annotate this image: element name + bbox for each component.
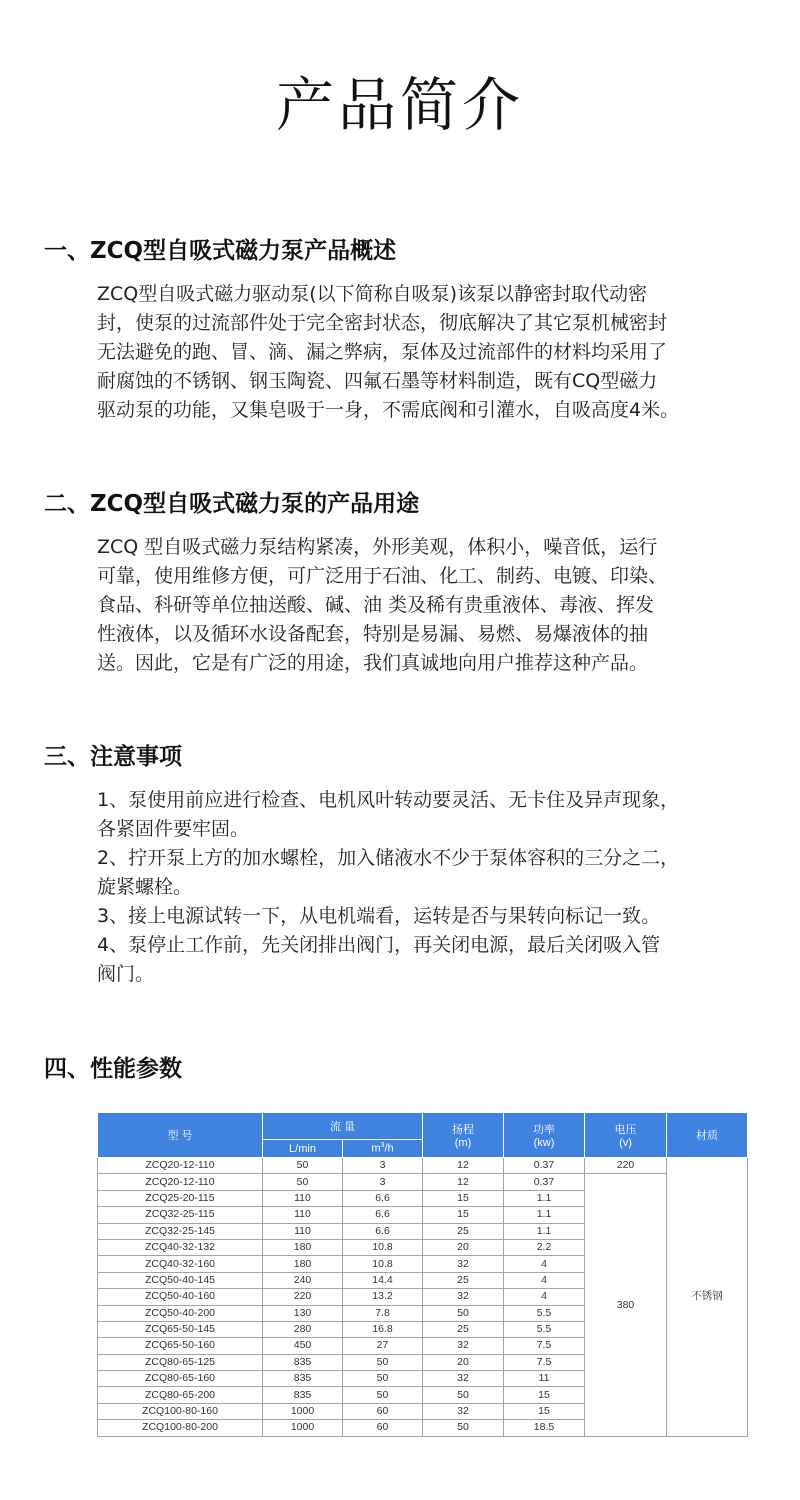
- cell-flow-m3h: 50: [343, 1371, 423, 1387]
- cell-head: 32: [423, 1256, 504, 1272]
- cell-flow-lmin: 220: [263, 1289, 343, 1305]
- cell-flow-m3h: 50: [343, 1354, 423, 1370]
- cell-flow-m3h: 3: [343, 1158, 423, 1174]
- paragraph-line: 3、接上电源试转一下，从电机端看，运转是否与果转向标记一致。: [97, 905, 661, 927]
- cell-power: 0.37: [504, 1174, 585, 1190]
- header-flow-lmin: L/min: [263, 1140, 343, 1158]
- cell-flow-lmin: 240: [263, 1272, 343, 1288]
- header-material: 材质: [667, 1113, 748, 1158]
- paragraph-line: 4、泵停止工作前，先关闭排出阀门，再关闭电源，最后关闭吸入管: [97, 934, 661, 956]
- cell-flow-m3h: 10.8: [343, 1256, 423, 1272]
- cell-flow-lmin: 450: [263, 1338, 343, 1354]
- cell-model: ZCQ32-25-145: [98, 1223, 263, 1239]
- cell-flow-m3h: 6.6: [343, 1190, 423, 1206]
- cell-model: ZCQ100-80-200: [98, 1420, 263, 1436]
- section-paragraph: [97, 280, 757, 425]
- table-row: [98, 1158, 748, 1174]
- cell-flow-m3h: 14.4: [343, 1272, 423, 1288]
- cell-model: ZCQ80-65-160: [98, 1371, 263, 1387]
- cell-flow-lmin: 835: [263, 1387, 343, 1403]
- cell-head: 20: [423, 1354, 504, 1370]
- paragraph-line: 阀门。: [97, 963, 155, 985]
- cell-flow-m3h: 10.8: [343, 1239, 423, 1255]
- cell-head: 50: [423, 1387, 504, 1403]
- cell-model: ZCQ50-40-200: [98, 1305, 263, 1321]
- cell-flow-lmin: 180: [263, 1239, 343, 1255]
- header-power-label: 功率: [533, 1124, 555, 1136]
- cell-head: 12: [423, 1174, 504, 1190]
- cell-flow-m3h: 60: [343, 1420, 423, 1436]
- paragraph-line: 1、泵使用前应进行检查、电机风叶转动要灵活、无卡住及异声现象，: [97, 789, 680, 811]
- cell-head: 32: [423, 1403, 504, 1419]
- paragraph-line: 2、拧开泵上方的加水螺栓，加入储液水不少于泵体容积的三分之二，: [97, 847, 680, 869]
- header-voltage-label: 电压: [614, 1124, 637, 1136]
- cell-model: ZCQ20-12-110: [98, 1174, 263, 1190]
- cell-flow-lmin: 110: [263, 1190, 343, 1206]
- header-head-unit: (m): [454, 1137, 472, 1149]
- spec-table: [97, 1112, 748, 1437]
- cell-head: 12: [423, 1158, 504, 1174]
- cell-power: 15: [504, 1403, 585, 1419]
- cell-model: ZCQ65-50-145: [98, 1321, 263, 1337]
- cell-flow-lmin: 50: [263, 1174, 343, 1190]
- paragraph-line: 可靠，使用维修方便，可广泛用于石油、化工、制药、电镀、印染、: [97, 565, 668, 587]
- cell-power: 1.1: [504, 1207, 585, 1223]
- cell-power: 2.2: [504, 1239, 585, 1255]
- cell-flow-m3h: 3: [343, 1174, 423, 1190]
- cell-model: ZCQ100-80-160: [98, 1403, 263, 1419]
- cell-power: 7.5: [504, 1354, 585, 1370]
- cell-power: 1.1: [504, 1190, 585, 1206]
- section-paragraph: [97, 786, 757, 989]
- header-flow-m3h-base: m: [371, 1142, 381, 1155]
- paragraph-line: 性液体，以及循环水设备配套，特别是易漏、易燃、易爆液体的抽: [97, 623, 649, 645]
- cell-head: 32: [423, 1289, 504, 1305]
- header-flow-m3h-tail: /h: [384, 1142, 394, 1155]
- cell-power: 0.37: [504, 1158, 585, 1174]
- cell-head: 50: [423, 1420, 504, 1436]
- cell-power: 4: [504, 1272, 585, 1288]
- paragraph-line: 封，使泵的过流部件处于完全密封状态，彻底解决了其它泵机械密封: [97, 312, 668, 334]
- cell-flow-lmin: 130: [263, 1305, 343, 1321]
- cell-voltage: 380: [585, 1174, 667, 1436]
- header-voltage-unit: (v): [619, 1137, 632, 1149]
- paragraph-line: 各紧固件要牢固。: [97, 818, 250, 840]
- cell-power: 4: [504, 1256, 585, 1272]
- cell-power: 5.5: [504, 1305, 585, 1321]
- header-power-unit: (kw): [533, 1137, 555, 1149]
- cell-power: 18.5: [504, 1420, 585, 1436]
- cell-head: 50: [423, 1305, 504, 1321]
- header-flow-m3h: [343, 1140, 423, 1158]
- cell-head: 15: [423, 1190, 504, 1206]
- cell-flow-m3h: 50: [343, 1387, 423, 1403]
- cell-model: ZCQ40-32-132: [98, 1239, 263, 1255]
- cell-head: 25: [423, 1272, 504, 1288]
- page-title: 产品简介: [275, 71, 524, 139]
- cell-flow-lmin: 180: [263, 1256, 343, 1272]
- cell-material: 不锈钢: [667, 1158, 748, 1437]
- cell-head: 20: [423, 1239, 504, 1255]
- paragraph-line: 耐腐蚀的不锈钢、钢玉陶瓷、四氟石墨等材料制造，既有CQ型磁力: [97, 370, 658, 392]
- section-heading: 四、性能参数: [44, 1056, 182, 1082]
- paragraph-line: 旋紧螺栓。: [97, 876, 193, 898]
- cell-head: 25: [423, 1223, 504, 1239]
- paragraph-line: 送。因此，它是有广泛的用途，我们真诚地向用户推荐这种产品。: [97, 652, 649, 674]
- cell-head: 25: [423, 1321, 504, 1337]
- table-row: [98, 1174, 748, 1190]
- cell-model: ZCQ40-32-160: [98, 1256, 263, 1272]
- cell-model: ZCQ20-12-110: [98, 1158, 263, 1174]
- header-head-label: 扬程: [452, 1124, 474, 1136]
- cell-flow-m3h: 60: [343, 1403, 423, 1419]
- cell-flow-m3h: 7.8: [343, 1305, 423, 1321]
- cell-head: 15: [423, 1207, 504, 1223]
- cell-model: ZCQ80-65-125: [98, 1354, 263, 1370]
- cell-flow-lmin: 110: [263, 1207, 343, 1223]
- cell-flow-m3h: 16.8: [343, 1321, 423, 1337]
- cell-flow-lmin: 835: [263, 1371, 343, 1387]
- header-model: 型 号: [98, 1113, 263, 1158]
- spec-table-wrapper: [97, 1112, 747, 1437]
- cell-power: 4: [504, 1289, 585, 1305]
- cell-power: 5.5: [504, 1321, 585, 1337]
- section-heading: 一、ZCQ型自吸式磁力泵产品概述: [44, 238, 397, 264]
- cell-power: 11: [504, 1371, 585, 1387]
- cell-power: 7.5: [504, 1338, 585, 1354]
- spec-table-body: [98, 1158, 748, 1437]
- cell-head: 32: [423, 1338, 504, 1354]
- cell-power: 15: [504, 1387, 585, 1403]
- cell-head: 32: [423, 1371, 504, 1387]
- section-heading: 二、ZCQ型自吸式磁力泵的产品用途: [44, 491, 420, 517]
- header-head: [423, 1113, 504, 1158]
- cell-voltage: 220: [585, 1158, 667, 1174]
- cell-model: ZCQ25-20-115: [98, 1190, 263, 1206]
- header-flow-m3h-sup: 3: [380, 1142, 385, 1150]
- cell-flow-m3h: 27: [343, 1338, 423, 1354]
- paragraph-line: ZCQ型自吸式磁力驱动泵(以下简称自吸泵)该泵以静密封取代动密: [97, 283, 648, 305]
- cell-flow-lmin: 835: [263, 1354, 343, 1370]
- paragraph-line: ZCQ 型自吸式磁力泵结构紧凑，外形美观，体积小，噪音低，运行: [97, 536, 658, 558]
- cell-flow-lmin: 1000: [263, 1420, 343, 1436]
- section-heading: 三、注意事项: [44, 744, 182, 770]
- cell-flow-lmin: 1000: [263, 1403, 343, 1419]
- cell-power: 1.1: [504, 1223, 585, 1239]
- header-voltage: [585, 1113, 667, 1158]
- paragraph-line: 无法避免的跑、冒、滴、漏之弊病，泵体及过流部件的材料均采用了: [97, 341, 668, 363]
- cell-model: ZCQ50-40-145: [98, 1272, 263, 1288]
- cell-flow-m3h: 6.6: [343, 1223, 423, 1239]
- header-flow: 流 量: [263, 1113, 423, 1140]
- cell-flow-lmin: 50: [263, 1158, 343, 1174]
- cell-flow-lmin: 280: [263, 1321, 343, 1337]
- cell-model: ZCQ65-50-160: [98, 1338, 263, 1354]
- header-power: [504, 1113, 585, 1158]
- cell-flow-lmin: 110: [263, 1223, 343, 1239]
- paragraph-line: 食品、科研等单位抽送酸、碱、油 类及稀有贵重液体、毒液、挥发: [97, 594, 655, 616]
- paragraph-line: 驱动泵的功能，又集皂吸于一身，不需底阀和引灌水，自吸高度4米。: [97, 399, 680, 421]
- cell-model: ZCQ50-40-160: [98, 1289, 263, 1305]
- section-paragraph: [97, 533, 757, 678]
- cell-model: ZCQ32-25-115: [98, 1207, 263, 1223]
- cell-flow-m3h: 13.2: [343, 1289, 423, 1305]
- cell-flow-m3h: 6.6: [343, 1207, 423, 1223]
- cell-model: ZCQ80-65-200: [98, 1387, 263, 1403]
